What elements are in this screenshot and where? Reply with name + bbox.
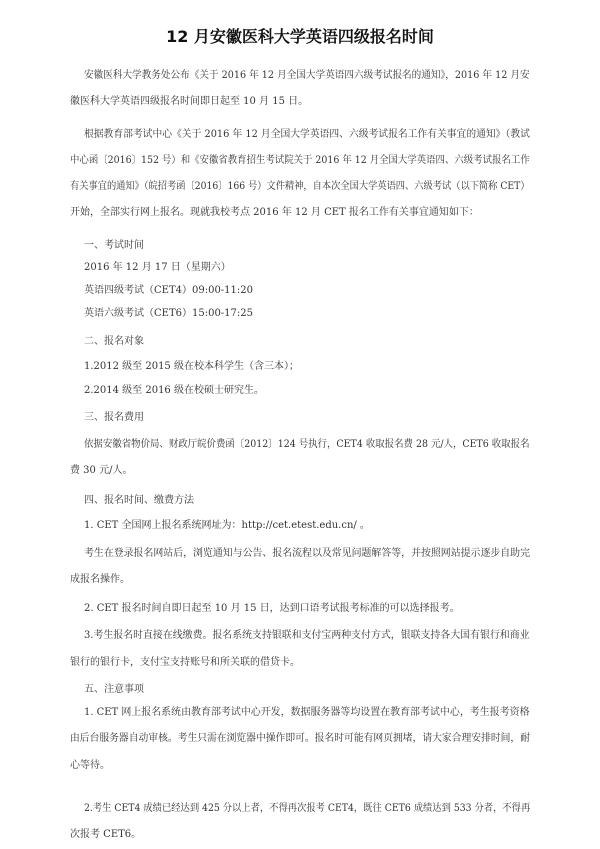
paragraph-17-line-1: 五、注意事项 [84, 684, 144, 695]
paragraph-7-line-1: 二、报名对象 [84, 336, 144, 347]
paragraph-6-line-1: 英语六级考试（CET6）15:00-17:25 [84, 308, 253, 319]
paragraph-12-line-1: 四、报名时间、缴费方法 [84, 495, 194, 506]
paragraph-4-line-1: 2016 年 12 月 17 日（星期六） [84, 262, 231, 273]
paragraph-1-line-2: 徽医科大学英语四级报名时间即日起至 10 月 15 日。 [70, 96, 309, 107]
paragraph-11-line-1: 依据安徽省物价局、财政厅皖价费函〔2012〕124 号执行，CET4 收取报名费 28 元/人，CET6 收取报名 [84, 439, 530, 450]
paragraph-18-line-2: 由后台服务器自动审核。考生只需在浏览器中操作即可。报名时可能有网页拥堵，请大家合理安排时间，耐 [70, 733, 530, 744]
paragraph-5-line-1: 英语四级考试（CET4）09:00-11:20 [84, 285, 253, 296]
paragraph-16-line-2: 银行的银行卡，支付宝支持账号和所关联的借贷卡。 [70, 657, 300, 668]
paragraph-3-line-1: 一、考试时间 [84, 240, 144, 251]
document-title: 12 月安徽医科大学英语四级报名时间 [166, 27, 434, 46]
paragraph-13-line-1: 1. CET 全国网上报名系统网址为：http://cet.etest.edu.cn/ 。 [84, 520, 370, 531]
paragraph-10-line-1: 三、报名费用 [84, 412, 144, 423]
paragraph-2-line-3: 有关事宜的通知》（皖招考函〔2016〕166 号）文件精神，自本次全国大学英语四、六级考试（以下简称 CET） [70, 181, 530, 192]
paragraph-9-line-1: 2.2014 级至 2016 级在校硕士研究生。 [84, 385, 264, 396]
paragraph-16-line-1: 3.考生报名时直接在线缴费。报名系统支持银联和支付宝两种支付方式，银联支持各大国有银行和商业 [84, 630, 530, 641]
paragraph-19-line-1: 2.考生 CET4 成绩已经达到 425 分以上者，不得再次报考 CET4，既往 CET6 成绩达到 533 分者，不得再 [84, 803, 531, 814]
paragraph-8-line-1: 1.2012 级至 2015 级在校本科学生（含三本）； [84, 361, 299, 372]
paragraph-1-line-1: 安徽医科大学教务处公布《关于 2016 年 12 月全国大学英语四六级考试报名的通知》，2016 年 12 月安 [84, 70, 530, 81]
paragraph-2-line-1: 根据教育部考试中心《关于 2016 年 12 月全国大学英语四、六级考试报名工作有关事宜的通知》（教试 [84, 129, 530, 140]
paragraph-18-line-1: 1. CET 网上报名系统由教育部考试中心开发，数据服务器等均设置在教育部考试中心，考生报考资格 [84, 707, 530, 718]
paragraph-18-line-3: 心等待。 [70, 760, 110, 771]
paragraph-15-line-1: 2. CET 报名时间自即日起至 10 月 15 日，达到口语考试报考标准的可以选择报考。 [84, 603, 460, 614]
paragraph-14-line-1: 考生在登录报名网站后，浏览通知与公告、报名流程以及常见问题解答等，并按照网站提示逐步自助完 [84, 548, 530, 559]
paragraph-2-line-4: 开始，全部实行网上报名。现就我校考点 2016 年 12 月 CET 报名工作有关事宜通知如下： [70, 207, 479, 218]
paragraph-14-line-2: 成报名操作。 [70, 574, 130, 585]
paragraph-2-line-2: 中心函〔2016〕152 号）和《安徽省教育招生考试院关于 2016 年 12 月全国大学英语四、六级考试报名工作 [70, 155, 530, 166]
paragraph-19-line-2: 次报考 CET6。 [70, 829, 142, 840]
paragraph-11-line-2: 费 30 元/人。 [70, 465, 133, 476]
